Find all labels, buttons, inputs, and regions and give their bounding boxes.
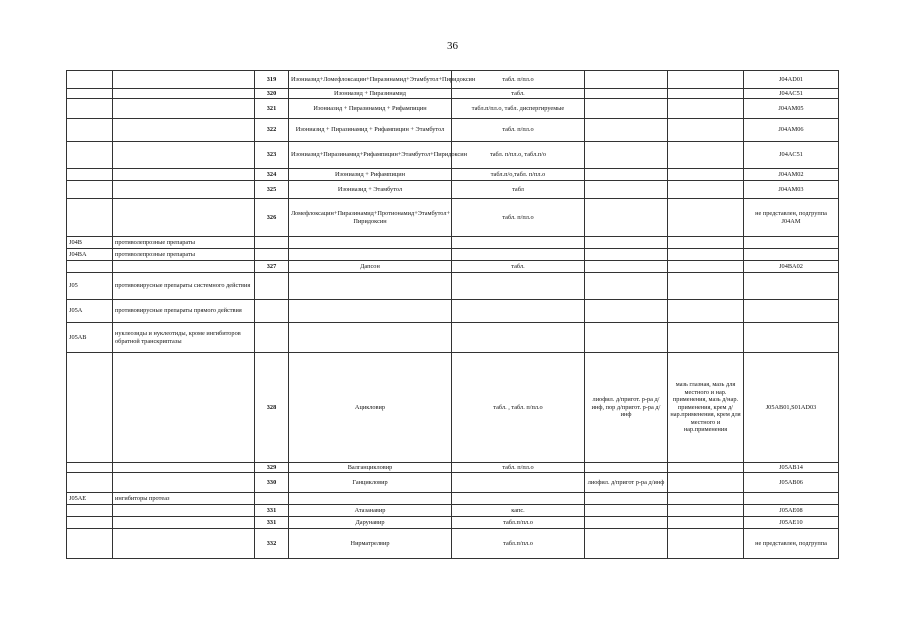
oral-form-cell: табл.п/пл.о [452, 529, 585, 559]
drug-register-table [66, 70, 839, 559]
table-row [67, 181, 839, 199]
row-number-cell: 321 [255, 99, 289, 119]
row-number-cell [255, 273, 289, 300]
oral-form-cell: табл.п/о,табл. п/пл.о [452, 169, 585, 181]
drug-name-cell: Изониазид + Рифампицин [289, 169, 452, 181]
code-cell [67, 169, 113, 181]
topical-form-cell [668, 463, 744, 473]
oral-form-cell: табл. [452, 89, 585, 99]
injectable-form-cell: лиофил. д/пригот р-ра д/инф [585, 473, 668, 493]
table-row [67, 300, 839, 323]
atc-code-cell: не представлен, подгруппа J04AM [744, 199, 839, 237]
code-cell [67, 119, 113, 142]
table-row [67, 529, 839, 559]
code-cell: J05AE [67, 493, 113, 505]
injectable-form-cell [585, 463, 668, 473]
atc-code-cell [744, 273, 839, 300]
injectable-form-cell [585, 237, 668, 249]
atc-code-cell: J05AB14 [744, 463, 839, 473]
drug-name-cell [289, 323, 452, 353]
oral-form-cell: табл.п/пл.о [452, 517, 585, 529]
topical-form-cell [668, 493, 744, 505]
topical-form-cell [668, 119, 744, 142]
injectable-form-cell [585, 71, 668, 89]
oral-form-cell [452, 249, 585, 261]
topical-form-cell [668, 199, 744, 237]
injectable-form-cell [585, 300, 668, 323]
oral-form-cell [452, 323, 585, 353]
row-number-cell: 327 [255, 261, 289, 273]
atc-code-cell: не представлен, подгруппа [744, 529, 839, 559]
atc-code-cell: J04AM06 [744, 119, 839, 142]
row-number-cell: 322 [255, 119, 289, 142]
row-number-cell [255, 493, 289, 505]
drug-name-cell: Изониазид+Ломефлоксацин+Пиразинамид+Этамбутол+Пиридоксин [289, 71, 452, 89]
oral-form-cell: табл. п/пл.о [452, 463, 585, 473]
atc-code-cell [744, 493, 839, 505]
injectable-form-cell [585, 261, 668, 273]
injectable-form-cell [585, 99, 668, 119]
oral-form-cell: табл. [452, 261, 585, 273]
oral-form-cell: табл [452, 181, 585, 199]
drug-name-cell [289, 273, 452, 300]
group-name-cell [113, 517, 255, 529]
row-number-cell: 323 [255, 142, 289, 169]
table-row [67, 169, 839, 181]
code-cell [67, 71, 113, 89]
topical-form-cell [668, 89, 744, 99]
group-name-cell [113, 71, 255, 89]
table-row [67, 323, 839, 353]
row-number-cell: 326 [255, 199, 289, 237]
topical-form-cell: мазь глазная, мазь для местного и нар. применения, мазь д/нар. применения, крем д/нар.применения, крем для местного и нар.применения [668, 353, 744, 463]
injectable-form-cell [585, 119, 668, 142]
code-cell [67, 463, 113, 473]
drug-name-cell: Ацикловир [289, 353, 452, 463]
topical-form-cell [668, 273, 744, 300]
drug-name-cell: Дарунавир [289, 517, 452, 529]
drug-name-cell: Ганцикловир [289, 473, 452, 493]
row-number-cell: 330 [255, 473, 289, 493]
table-row [67, 237, 839, 249]
group-name-cell [113, 261, 255, 273]
injectable-form-cell [585, 273, 668, 300]
topical-form-cell [668, 261, 744, 273]
code-cell [67, 181, 113, 199]
injectable-form-cell [585, 529, 668, 559]
atc-code-cell: J04BA02 [744, 261, 839, 273]
drug-name-cell: Валганцикловир [289, 463, 452, 473]
group-name-cell [113, 199, 255, 237]
group-name-cell: противолепрозные препараты [113, 249, 255, 261]
injectable-form-cell [585, 323, 668, 353]
oral-form-cell: табл. п/пл.о [452, 199, 585, 237]
injectable-form-cell [585, 517, 668, 529]
row-number-cell: 328 [255, 353, 289, 463]
table-row [67, 142, 839, 169]
table-row [67, 199, 839, 237]
drug-name-cell: Изониазид+Пиразинамид+Рифампицин+Этамбутол+Пиридоксин [289, 142, 452, 169]
group-name-cell [113, 119, 255, 142]
atc-code-cell: J04AC51 [744, 89, 839, 99]
topical-form-cell [668, 237, 744, 249]
group-name-cell [113, 473, 255, 493]
drug-name-cell [289, 237, 452, 249]
group-name-cell [113, 99, 255, 119]
row-number-cell: 331 [255, 505, 289, 517]
topical-form-cell [668, 99, 744, 119]
code-cell: J05A [67, 300, 113, 323]
topical-form-cell [668, 142, 744, 169]
topical-form-cell [668, 169, 744, 181]
group-name-cell [113, 463, 255, 473]
topical-form-cell [668, 249, 744, 261]
oral-form-cell [452, 237, 585, 249]
atc-code-cell: J05AE08 [744, 505, 839, 517]
group-name-cell [113, 169, 255, 181]
topical-form-cell [668, 517, 744, 529]
oral-form-cell: табл. п/пл.о, табл.п/о [452, 142, 585, 169]
code-cell [67, 517, 113, 529]
code-cell: J05AB [67, 323, 113, 353]
atc-code-cell: J04AM03 [744, 181, 839, 199]
atc-code-cell: J05AB06 [744, 473, 839, 493]
row-number-cell [255, 237, 289, 249]
injectable-form-cell [585, 493, 668, 505]
drug-name-cell [289, 249, 452, 261]
table-row [67, 353, 839, 463]
code-cell [67, 89, 113, 99]
code-cell: J05 [67, 273, 113, 300]
injectable-form-cell [585, 181, 668, 199]
atc-code-cell: J05AB01,S01AD03 [744, 353, 839, 463]
group-name-cell: противовирусные препараты системного действия [113, 273, 255, 300]
row-number-cell [255, 323, 289, 353]
table-row [67, 463, 839, 473]
drug-name-cell: Изониазид + Этамбутол [289, 181, 452, 199]
drug-name-cell: Атазанавир [289, 505, 452, 517]
row-number-cell [255, 300, 289, 323]
code-cell [67, 199, 113, 237]
drug-name-cell: Дапсон [289, 261, 452, 273]
code-cell [67, 505, 113, 517]
code-cell [67, 473, 113, 493]
row-number-cell: 325 [255, 181, 289, 199]
drug-name-cell: Изониазид + Пиразинамид + Рифампицин + Этамбутол [289, 119, 452, 142]
injectable-form-cell [585, 89, 668, 99]
code-cell [67, 261, 113, 273]
oral-form-cell: табл. п/пл.о [452, 71, 585, 89]
code-cell [67, 353, 113, 463]
topical-form-cell [668, 323, 744, 353]
topical-form-cell [668, 181, 744, 199]
table-row [67, 273, 839, 300]
code-cell: J04BA [67, 249, 113, 261]
table-row [67, 473, 839, 493]
row-number-cell: 329 [255, 463, 289, 473]
injectable-form-cell [585, 199, 668, 237]
table-row [67, 261, 839, 273]
table-row [67, 505, 839, 517]
row-number-cell: 324 [255, 169, 289, 181]
code-cell [67, 142, 113, 169]
atc-code-cell: J04AD01 [744, 71, 839, 89]
oral-form-cell [452, 273, 585, 300]
table-row [67, 99, 839, 119]
atc-code-cell: J05AE10 [744, 517, 839, 529]
drug-name-cell: Нирматрелвир [289, 529, 452, 559]
atc-code-cell [744, 249, 839, 261]
atc-code-cell: J04AM05 [744, 99, 839, 119]
oral-form-cell: капс. [452, 505, 585, 517]
atc-code-cell [744, 323, 839, 353]
code-cell: J04B [67, 237, 113, 249]
topical-form-cell [668, 300, 744, 323]
table-row [67, 249, 839, 261]
oral-form-cell: табл. п/пл.о [452, 119, 585, 142]
page-number: 36 [447, 40, 458, 52]
group-name-cell: нуклеозиды и нуклеотиды, кроме ингибиторов обратной транскриптазы [113, 323, 255, 353]
group-name-cell [113, 353, 255, 463]
row-number-cell: 332 [255, 529, 289, 559]
topical-form-cell [668, 71, 744, 89]
table-row [67, 71, 839, 89]
injectable-form-cell [585, 142, 668, 169]
row-number-cell: 331 [255, 517, 289, 529]
topical-form-cell [668, 473, 744, 493]
table-row [67, 493, 839, 505]
group-name-cell: противолепрозные препараты [113, 237, 255, 249]
injectable-form-cell [585, 249, 668, 261]
group-name-cell: ингибиторы протеаз [113, 493, 255, 505]
table-row [67, 119, 839, 142]
group-name-cell [113, 505, 255, 517]
row-number-cell [255, 249, 289, 261]
topical-form-cell [668, 505, 744, 517]
atc-code-cell: J04AC51 [744, 142, 839, 169]
atc-code-cell [744, 300, 839, 323]
oral-form-cell [452, 473, 585, 493]
oral-form-cell: табл.п/пл.о, табл. диспергируемые [452, 99, 585, 119]
oral-form-cell [452, 493, 585, 505]
atc-code-cell: J04AM02 [744, 169, 839, 181]
injectable-form-cell [585, 505, 668, 517]
table-row [67, 89, 839, 99]
atc-code-cell [744, 237, 839, 249]
topical-form-cell [668, 529, 744, 559]
table-row [67, 517, 839, 529]
drug-name-cell [289, 493, 452, 505]
drug-name-cell [289, 300, 452, 323]
group-name-cell [113, 181, 255, 199]
injectable-form-cell [585, 169, 668, 181]
group-name-cell [113, 142, 255, 169]
oral-form-cell [452, 300, 585, 323]
group-name-cell [113, 89, 255, 99]
table-body [67, 71, 839, 559]
injectable-form-cell: лиофил. д/пригот. р-ра д/инф, пор д/пригот. р-ра д/инф [585, 353, 668, 463]
group-name-cell: противовирусные препараты прямого действия [113, 300, 255, 323]
drug-name-cell: Ломефлоксацин+Пиразинамид+Протионамид+Этамбутол+ Пиридоксин [289, 199, 452, 237]
row-number-cell: 320 [255, 89, 289, 99]
group-name-cell [113, 529, 255, 559]
code-cell [67, 99, 113, 119]
row-number-cell: 319 [255, 71, 289, 89]
oral-form-cell: табл. , табл. п/пл.о [452, 353, 585, 463]
drug-name-cell: Изониазид + Пиразинамид [289, 89, 452, 99]
code-cell [67, 529, 113, 559]
drug-name-cell: Изониазид + Пиразинамид + Рифампицин [289, 99, 452, 119]
